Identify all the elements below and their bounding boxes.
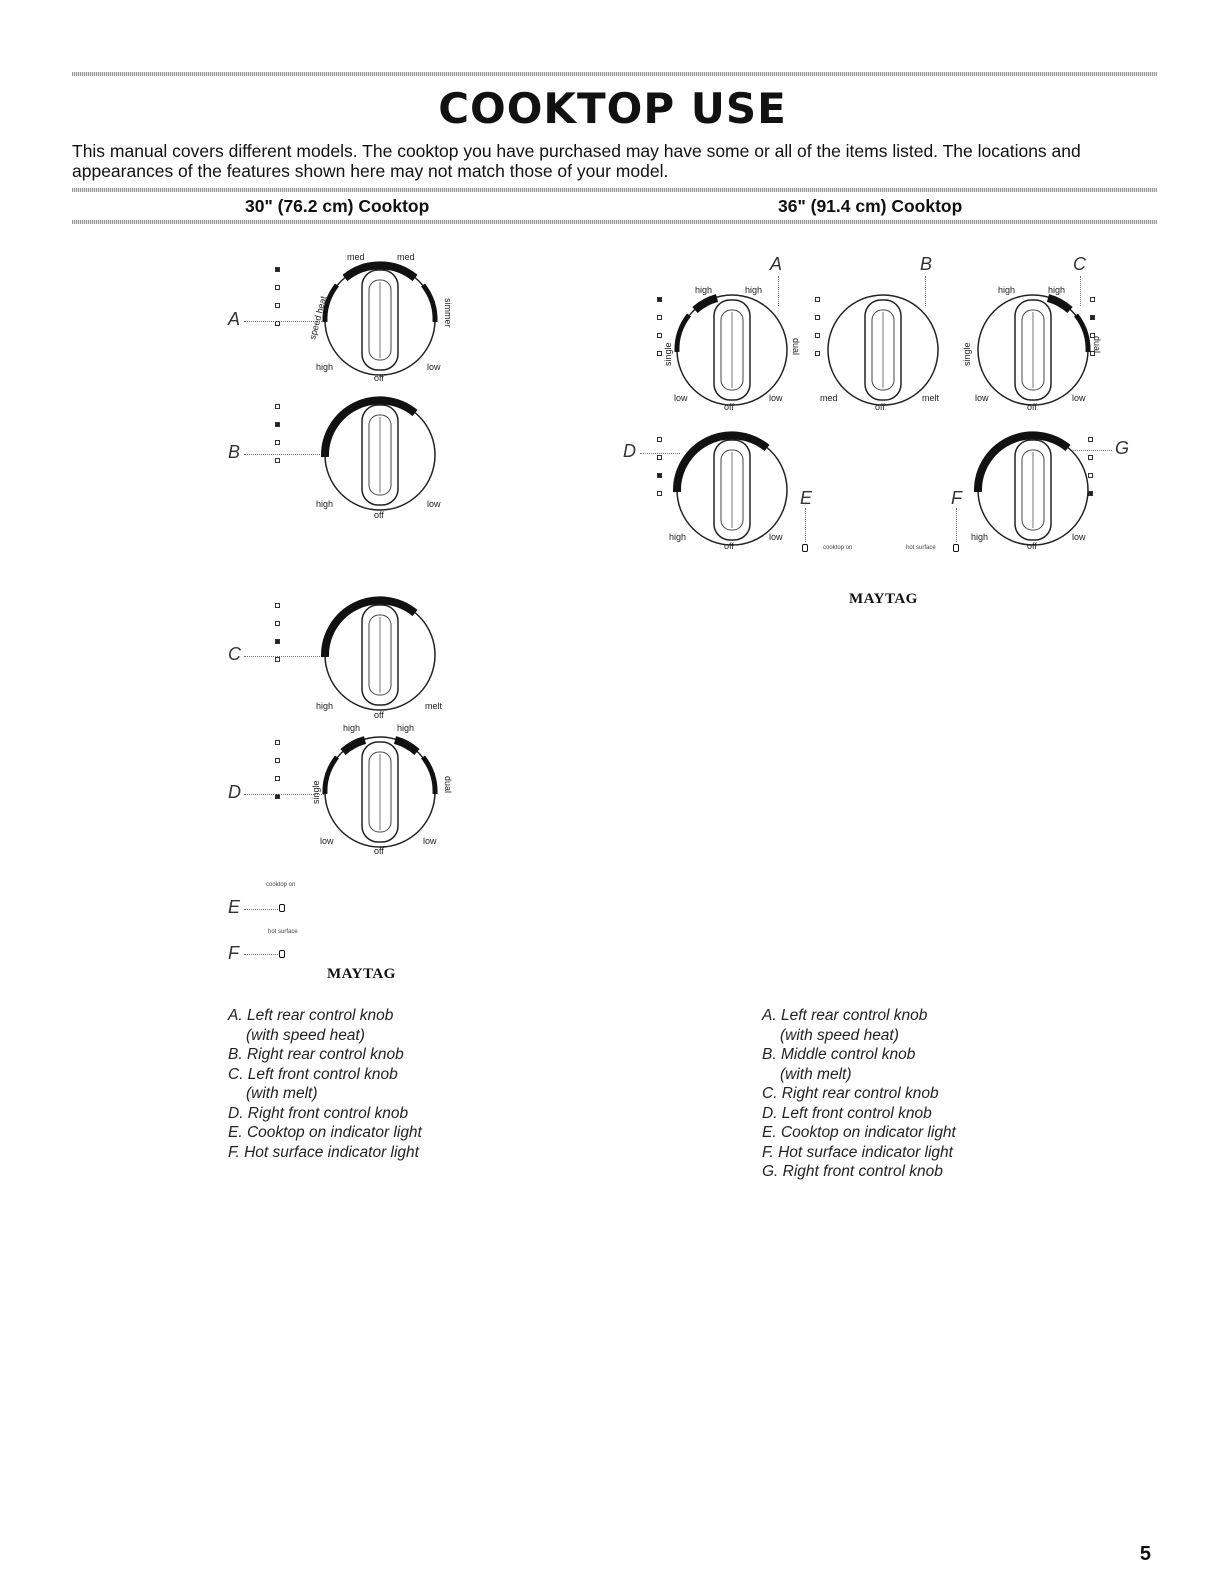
knob-arc-label: dual [1092, 336, 1102, 354]
knob-label: high [397, 723, 415, 733]
knob-label: low [423, 836, 437, 846]
knob-label: high [1048, 285, 1066, 295]
knob-arc-label: speed heat [307, 294, 329, 341]
knob-label: high [998, 285, 1016, 295]
knob-label: low [769, 393, 783, 403]
cooktop-on-indicator-light [802, 544, 808, 552]
legend-item: A. Left rear control knob [228, 1007, 394, 1024]
page-number: 5 [1139, 1543, 1151, 1565]
knob-label: high [316, 362, 334, 372]
knob-label: low [1072, 393, 1086, 403]
callout-d: D [228, 782, 241, 802]
right-legend [762, 1006, 956, 1182]
legend-item: F. Hot surface indicator light [228, 1143, 419, 1161]
left-column-heading: 30" (76.2 cm) Cooktop [245, 196, 430, 216]
knob-label: off [374, 710, 384, 720]
knob-label: off [875, 402, 885, 412]
callout-f: F [951, 488, 962, 508]
light-label-cooktop-on: cooktop on [266, 882, 296, 888]
knob-label: med [820, 393, 838, 403]
callout-a: A [228, 309, 241, 329]
knob-label: high [695, 285, 713, 295]
knob-label: melt [425, 701, 443, 711]
legend-item: G. Right front control knob [762, 1163, 943, 1180]
knob-label: melt [922, 393, 940, 403]
knob-right-rear [938, 270, 1128, 430]
callout-e: E [800, 488, 813, 508]
knob-label: off [724, 402, 734, 412]
callout-f: F [228, 943, 239, 963]
knob-left-front [285, 575, 475, 735]
callout-b: B [920, 254, 933, 274]
knob-arc-label: simmer [443, 298, 453, 328]
leader-line [805, 508, 806, 542]
callout-c: C [228, 644, 241, 664]
knob-label: off [1027, 402, 1037, 412]
intro-paragraph: This manual covers different models. The cooktop you have purchased may have some or all of the items listed. The locations and appearances of the features shown here may not match those of your model. [72, 141, 1081, 181]
legend-item: F. Hot surface indicator light [762, 1143, 953, 1161]
hot-surface-indicator-light [279, 950, 285, 958]
knob-label: med [397, 252, 415, 262]
legend-item: E. Cooktop on indicator light [762, 1124, 956, 1141]
heading-rule-top [72, 188, 1157, 192]
maytag-logo: MAYTAG [327, 966, 396, 982]
legend-item: D. Right front control knob [228, 1104, 409, 1122]
callout-e: E [228, 897, 241, 917]
knob-label: low [674, 393, 688, 403]
knob-arc-label: dual [443, 776, 453, 794]
legend-item: A. Left rear control knob [762, 1007, 928, 1024]
legend-item: (with melt) [780, 1065, 852, 1083]
callout-c: C [1073, 254, 1086, 274]
top-rule [72, 72, 1157, 76]
knob-right-rear [285, 375, 475, 535]
knob-label: low [1072, 532, 1086, 542]
left-legend [228, 1006, 422, 1162]
callout-d: D [623, 441, 636, 461]
legend-item: D. Left front control knob [762, 1104, 932, 1122]
callout-g: G [1115, 438, 1130, 458]
knob-label: high [316, 499, 334, 509]
knob-arc-label: single [311, 780, 321, 804]
knob-label: med [347, 252, 365, 262]
light-label-hot-surface: hot surface [906, 545, 936, 551]
legend-item: (with melt) [246, 1085, 318, 1102]
knob-right-front [285, 712, 475, 872]
knob-label: off [374, 373, 384, 383]
knob-label: low [320, 836, 334, 846]
legend-item: C. Left front control knob [228, 1065, 398, 1083]
light-label-hot-surface: hot surface [268, 929, 298, 935]
knob-label: off [374, 510, 384, 520]
legend-item: B. Right rear control knob [228, 1046, 404, 1063]
knob-label: high [669, 532, 687, 542]
burner-position-icon [275, 397, 284, 469]
knob-arc-label: single [962, 342, 972, 366]
knob-label: off [374, 846, 384, 856]
callout-a: A [770, 254, 783, 274]
knob-label: high [971, 532, 989, 542]
leader-line [244, 954, 278, 955]
leader-line [956, 508, 957, 542]
knob-label: off [1027, 541, 1037, 551]
maytag-logo: MAYTAG [849, 591, 918, 607]
legend-item: (with speed heat) [780, 1026, 899, 1044]
knob-label: low [427, 499, 441, 509]
knob-label: low [975, 393, 989, 403]
knob-label: low [769, 532, 783, 542]
burner-position-icon [275, 596, 284, 668]
leader-line [244, 909, 278, 910]
hot-surface-indicator-light [953, 544, 959, 552]
knob-arc-label: single [663, 342, 673, 366]
page-title: COOKTOP USE [438, 84, 787, 133]
right-column-heading: 36" (91.4 cm) Cooktop [778, 196, 963, 216]
heading-rule-bottom [72, 220, 1157, 224]
knob-arc-label: dual [791, 338, 801, 356]
knob-right-front [938, 410, 1128, 570]
cooktop-on-indicator-light [279, 904, 285, 912]
legend-item: C. Right rear control knob [762, 1085, 939, 1102]
callout-b: B [228, 442, 241, 462]
knob-label: high [343, 723, 361, 733]
knob-label: high [316, 701, 334, 711]
knob-left-front [637, 410, 827, 570]
knob-label: off [724, 541, 734, 551]
legend-item: E. Cooktop on indicator light [228, 1124, 422, 1141]
knob-label: low [427, 362, 441, 372]
legend-item: (with speed heat) [246, 1026, 365, 1044]
light-label-cooktop-on: cooktop on [823, 545, 853, 551]
knob-label: high [745, 285, 763, 295]
legend-item: B. Middle control knob [762, 1046, 916, 1063]
